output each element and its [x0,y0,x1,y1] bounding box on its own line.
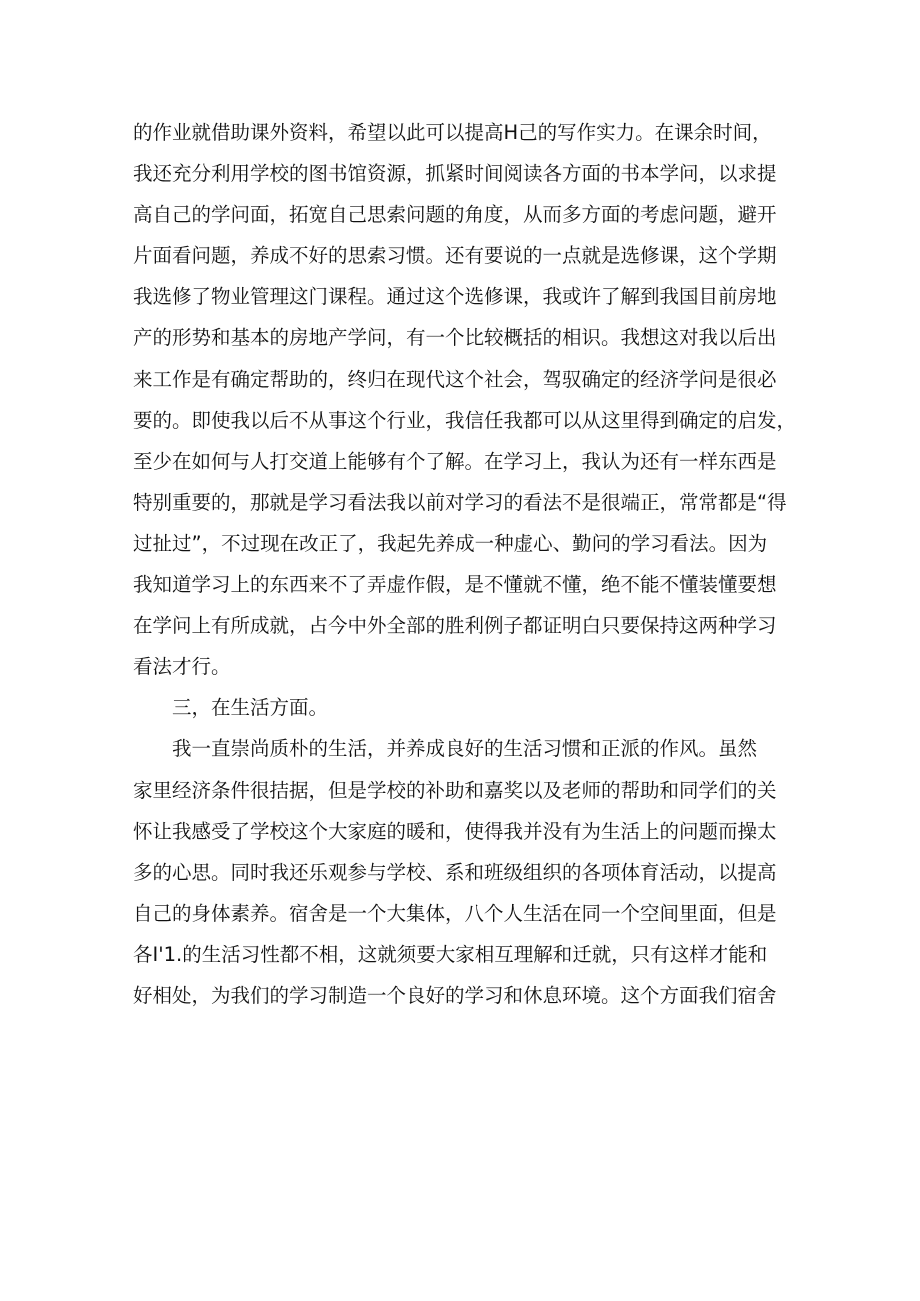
text-line: 我还充分利用学校的图书馆资源，抓紧时间阅读各方面的书本学问，以求提 [133,162,777,186]
text-line: 过扯过”，不过现在改正了，我起先养成一种虚心、勤问的学习看法。因为 [133,531,768,555]
text-line: 的作业就借助课外资料，希望以此可以提高H己的写作实力。在课余时间， [133,121,772,144]
text-line: 在学问上有所成就，占今中外全部的胜利例子都证明白只要保持这两种学习 [133,614,777,638]
document-body [133,112,798,1016]
section-heading: 三，在生活方面。 [172,696,329,720]
text-line: 我一直崇尚质朴的生活，并养成良好的生活习惯和正派的作风。虽然 [172,737,758,761]
text-line: 来工作是有确定帮助的，终归在现代这个社会，驾驭确定的经济学问是很必 [133,367,777,391]
text-line: 看法才行。 [133,655,231,679]
paragraph-study [133,112,798,687]
text-line: 家里经济条件很拮据，但是学校的补助和嘉奖以及老师的帮助和同学们的关 [133,778,777,802]
text-line: 我选修了物业管理这门课程。通过这个选修课，我或许了解到我国目前房地 [133,285,777,309]
text-line: 至少在如何与人打交道上能够有个了解。在学习上，我认为还有一样东西是 [133,449,777,473]
text-line: 特别重要的，那就是学习看法我以前对学习的看法不是很端正，常常都是“得 [133,490,787,514]
text-line: 要的。即使我以后不从事这个行业，我信任我都可以从这里得到确定的启发， [133,408,797,432]
text-line: 产的形势和基本的房地产学问，有一个比较概括的相识。我想这对我以后出 [133,326,777,350]
text-line: 片面看问题，养成不好的思索习惯。还有要说的一点就是选修课，这个学期 [133,244,777,268]
text-line: 多的心思。同时我还乐观参与学校、系和班级组织的各项体育活动，以提高 [133,860,777,884]
text-line: 高自己的学问面，拓宽自己思索问题的角度，从而多方面的考虑问题，避开 [133,203,777,227]
paragraph-life [133,728,798,1016]
text-line: 好相处，为我们的学习制造一个良好的学习和休息环境。这个方面我们宿舍 [133,983,777,1007]
text-line: 我知道学习上的东西来不了弄虚作假，是不懂就不懂，绝不能不懂装懂要想 [133,573,777,597]
text-line: 怀让我感受了学校这个大家庭的暖和，使得我并没有为生活上的问题而操太 [133,819,777,843]
text-line: 自己的身体素养。宿舍是一个大集体，八个人生活在同一个空间里面，但是 [133,901,777,925]
text-line: 各I'1.的生活习性都不相，这就须要大家相互理解和迁就，只有这样才能和 [133,942,768,966]
